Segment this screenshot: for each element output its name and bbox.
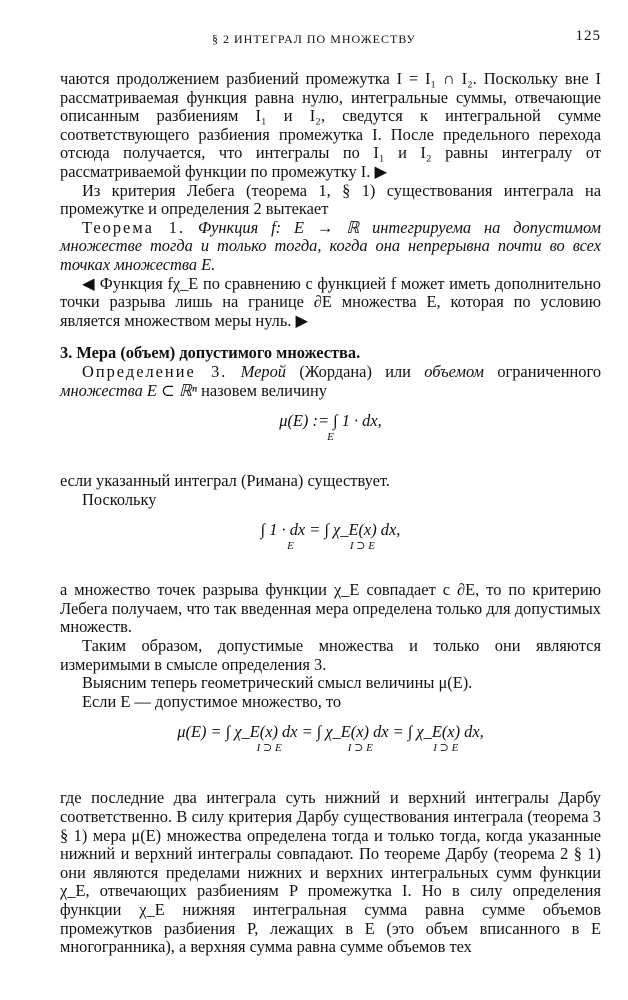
theorem-label: Теорема 1.: [82, 217, 186, 237]
formula-measure-definition: [60, 410, 601, 462]
formula-subscript: I ⊃ E: [347, 742, 373, 755]
definition-term-measure: Мерой: [240, 361, 286, 381]
definition-set: множества E ⊂ ℝⁿ: [60, 380, 197, 400]
formula-subscript: I ⊃ E: [433, 742, 459, 755]
section-title: 3. Мера (объем) допустимого множества.: [60, 343, 361, 363]
formula-text: ∫ χ_E(x) dx =: [225, 722, 313, 742]
paragraph-lebesgue: Из критерия Лебега (теорема 1, § 1) существования интеграла на промежутке и определения 2 вытекает: [60, 180, 601, 219]
definition-3: [60, 363, 601, 400]
theorem-text: Функция f: E → ℝ интегрируема на допустимом множестве тогда и только тогда, когда она непрерывна почти во всех точках множества E.: [60, 217, 601, 274]
definition-text: (Жордана) или: [299, 361, 411, 381]
book-page: [60, 22, 601, 957]
formula-text: μ(E) =: [177, 722, 222, 742]
formula-subscript: I ⊃ E: [256, 742, 282, 755]
page-number: 125: [575, 28, 601, 44]
paragraph-darboux: где последние два интеграла суть нижний и верхний интегралы Дарбу соответственно. В силу критерия Дарбу существования интеграла (теорема 3 § 1) мера μ(E) множества определена тогда и только тогда, когда указанные нижний и верхний интегралы совпадают. По теореме Дарбу (теорема 2 § 1) они являются пределами нижних и верхних интегральных сумм функции χ_E, отвечающих разбиениям P промежутка I. Но в силу определения функции χ_E нижняя интегральная сумма равна сумме объемов промежутков разбиения P, лежащих в E (это объем вписанного в E многогранника), а верхняя сумма равна сумме объемов тех: [60, 788, 601, 957]
running-title: § 2 ИНТЕГРАЛ ПО МНОЖЕСТВУ: [212, 32, 416, 46]
definition-label: Определение 3.: [82, 361, 228, 381]
paragraph-if-admissible: Если E — допустимое множество, то: [82, 691, 342, 711]
paragraph-continuation: чаются продолжением разбиений промежутка I = I₁ ∩ I₂. Поскольку вне I рассматриваемая функция равна нулю, интегральные суммы, отвечающие описанным разбиениям I₁ и I₂, сведутся к интегральной сумме соответствующего разбиения промежутка I. После предельного перехода отсюда получается, что интегралы по I₁ и I₂ равны интегралу от рассматриваемой функции по промежутку I. ▶: [60, 69, 601, 181]
paragraph-since: Поскольку: [82, 489, 157, 509]
formula-text: ∫ χ_E(x) dx,: [407, 722, 484, 742]
paragraph-geometric: Выясним теперь геометрический смысл величины μ(E).: [82, 673, 473, 693]
formula-text: ∫ χ_E(x) dx,: [324, 520, 401, 540]
paragraph-exists: если указанный интеграл (Римана) существует.: [60, 471, 390, 491]
formula-text: ∫ 1 · dx =: [260, 520, 321, 540]
paragraph-discontinuity: а множество точек разрыва функции χ_E совпадает с ∂E, то по критерию Лебега получаем, что так введенная мера определена только для допустимых множеств.: [60, 580, 601, 637]
page-body: [60, 70, 601, 957]
theorem-1: [60, 219, 601, 275]
formula-subscript: E: [287, 540, 294, 553]
formula-text: μ(E) := ∫ 1 · dx,: [279, 411, 382, 431]
formula-darboux: [60, 721, 601, 779]
paragraph-measurable: Таким образом, допустимые множества и только они являются измеримыми в смысле определения 3.: [60, 636, 601, 674]
formula-integral-equality: [60, 519, 601, 571]
formula-text: ∫ χ_E(x) dx =: [316, 722, 404, 742]
page-header: [60, 22, 601, 48]
proof-paragraph: ◀ Функция fχ_E по сравнению с функцией f может иметь дополнительно точки разрыва лишь на границе ∂E множества E, которая по условию является множеством меры нуль. ▶: [60, 273, 601, 330]
definition-text: ограниченного: [497, 361, 602, 381]
definition-term-volume: объемом: [424, 361, 484, 381]
formula-subscript: I ⊃ E: [349, 540, 375, 553]
definition-text: назовем величину: [201, 380, 327, 400]
formula-subscript: E: [327, 431, 334, 444]
section-heading: [60, 344, 601, 363]
